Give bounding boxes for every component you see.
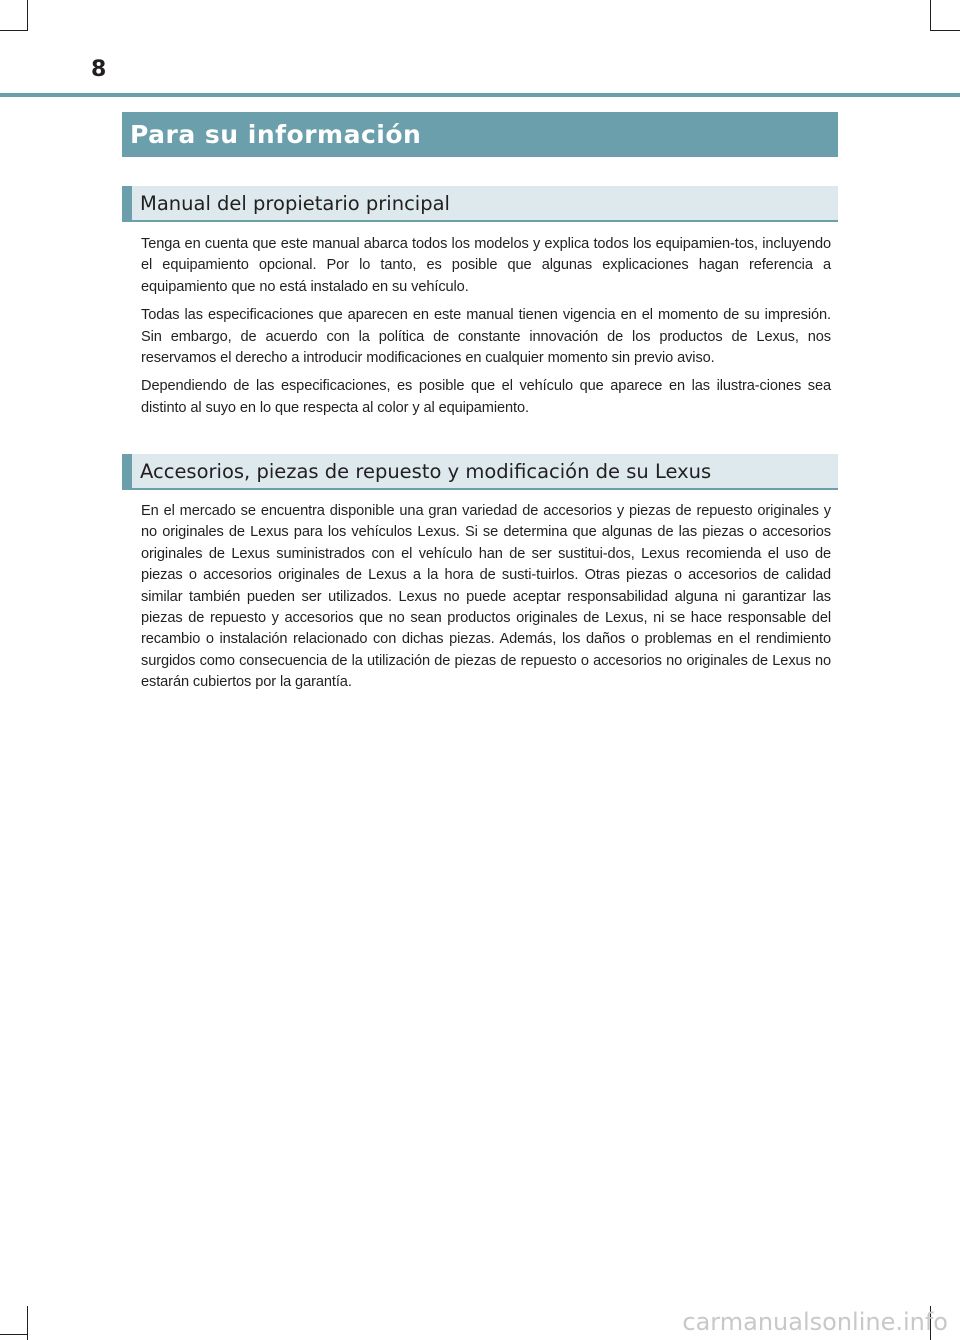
section-heading-bar — [122, 454, 838, 490]
crop-mark-bottom-left-h — [0, 1334, 28, 1335]
page-number: 8 — [91, 57, 107, 82]
crop-mark-top-right-h — [930, 30, 960, 31]
footer-watermark: carmanualsonline.info — [682, 1308, 948, 1336]
chapter-title: Para su información — [130, 120, 422, 149]
crop-mark-top-left-v — [27, 0, 28, 30]
header-rule — [0, 93, 960, 97]
paragraph: Todas las especificaciones que aparecen en este manual tienen vigencia en el momento de su impresión. Sin embargo, de acuerdo con la política de constante innovación de los productos de Lexus, nos reservamos el derecho a introducir modificaciones en cualquier momento sin previo aviso. — [141, 307, 831, 367]
section-body — [141, 501, 831, 701]
section-heading: Manual del propietario principal — [140, 192, 450, 215]
section-heading: Accesorios, piezas de repuesto y modificación de su Lexus — [140, 460, 712, 483]
section-heading-bar — [122, 186, 838, 222]
paragraph: Tenga en cuenta que este manual abarca todos los modelos y explica todos los equipamien-tos, incluyendo el equipamiento opcional. Por lo tanto, es posible que algunas explicaciones hagan referencia a equipamiento que no está instalado en su vehículo. — [141, 236, 831, 295]
paragraph: En el mercado se encuentra disponible una gran variedad de accesorios y piezas de repuesto originales y no originales de Lexus para los vehículos Lexus. Si se determina que algunas de las piezas o accesorios originales de Lexus suministrados con el vehículo han de ser sustitui-dos, Lexus recomienda el uso de piezas o accesorios originales de Lexus a la hora de susti-tuirlos. Otras piezas o accesorios de calidad similar también pueden ser utilizados. Lexus no puede aceptar responsabilidad alguna ni garantizar las piezas de repuesto y accesorios que no sean productos originales de Lexus, ni se hace responsable del recambio o instalación relacionado con dichas piezas. Además, los daños o problemas en el rendimiento surgidos como consecuencia de la utilización de piezas de repuesto o accesorios no originales de Lexus no estarán cubiertos por la garantía. — [141, 503, 831, 691]
crop-mark-top-left-h — [0, 30, 28, 31]
crop-mark-top-right-v — [930, 0, 931, 30]
paragraph: Dependiendo de las especificaciones, es posible que el vehículo que aparece en las ilustra-ciones sea distinto al suyo en lo que respecta al color y al equipamiento. — [141, 378, 831, 416]
section-body — [141, 234, 831, 426]
chapter-title-bar — [122, 112, 838, 157]
